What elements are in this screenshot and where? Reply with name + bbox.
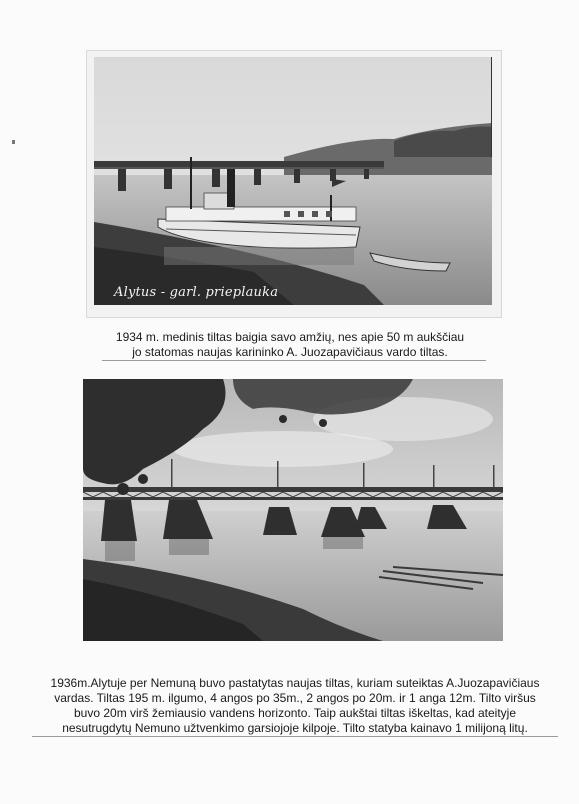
handwritten-label: Alytus - garl. prieplauka (114, 285, 279, 300)
photo2-caption-line: 1936m.Alytuje per Nemuną buvo pastatytas naujas tiltas, kuriam suteiktas A.Juozapavičiaus (50, 676, 540, 690)
caption-underline (102, 360, 486, 361)
photo2-caption-line: vardas. Tiltas 195 m. ilgumo, 4 angos po 35m., 2 angos po 20m. ir 1 anga 12m. Tilto viršus (54, 691, 536, 705)
steamboat-pier-image (94, 57, 492, 305)
bridge-photo (83, 379, 503, 641)
photo1-caption (92, 330, 488, 360)
photo2-caption-line: nesutrugdytų Nemuno užtvenkimo garsiojoje kilpoje. Tilto statyba kainavo 1 milijoną litų. (62, 721, 528, 735)
photo1-caption-line: jo statomas naujas karininko A. Juozapavičiaus vardo tiltas. (132, 345, 448, 359)
page-mark (12, 140, 15, 144)
photo1-caption-line: 1934 m. medinis tiltas baigia savo amžių, nes apie 50 m aukščiau (115, 330, 465, 344)
photo2-caption-line: buvo 20m virš žemiausio vandens horizonto. Taip aukštai tiltas iškeltas, kad ateityje (73, 706, 516, 720)
photo2-caption (32, 676, 558, 736)
steamboat-pier-photo (86, 50, 502, 318)
caption-underline (32, 736, 558, 737)
